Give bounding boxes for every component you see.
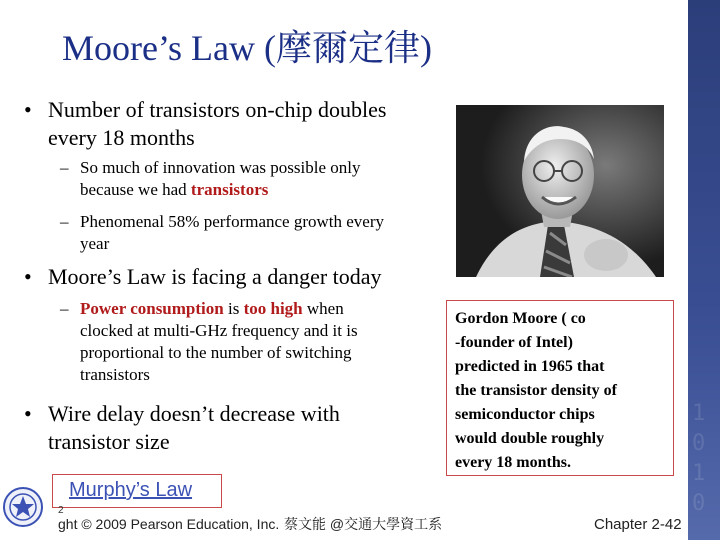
bullet-line: transistor size: [48, 429, 170, 454]
bullet-marker: •: [24, 97, 32, 122]
sub-bullet-line: So much of innovation was possible only: [80, 158, 361, 177]
caption-line: -founder of Intel): [455, 334, 573, 351]
footer-author: 蔡文能 @交通大學資工系: [284, 516, 443, 532]
dash-marker: –: [60, 212, 69, 231]
sub-bullet-power-consumption: [60, 298, 440, 388]
murphys-law-link-box[interactable]: [52, 474, 222, 508]
svg-text:1: 1: [692, 401, 706, 426]
caption-line: the transistor density of: [455, 382, 617, 399]
bullet-line: Moore’s Law is facing a danger today: [48, 264, 382, 289]
sub-bullet-text: when: [302, 299, 344, 318]
sub-bullet-performance-growth: [60, 211, 450, 255]
murphys-law-link[interactable]: Murphy’s Law: [69, 479, 193, 501]
dash-marker: –: [60, 158, 69, 177]
gordon-moore-photo: [456, 105, 664, 277]
highlight-too-high: too high: [243, 299, 303, 318]
caption-line: semiconductor chips: [455, 406, 595, 423]
sub-bullet-innovation: [60, 157, 450, 201]
bullet-moores-law-danger: [24, 263, 444, 291]
footer-chapter: Chapter 2-42: [594, 516, 682, 533]
caption-line: Gordon Moore ( co: [455, 310, 586, 327]
decorative-side-bar: [688, 0, 720, 540]
svg-text:0: 0: [692, 431, 706, 456]
sub-bullet-line: proportional to the number of switching: [80, 343, 352, 362]
bullet-line: Wire delay doesn’t decrease with: [48, 401, 340, 426]
dash-marker: –: [60, 299, 69, 318]
caption-line: predicted in 1965 that: [455, 358, 605, 375]
sub-bullet-line: because we had: [80, 180, 191, 199]
gordon-moore-caption: [446, 300, 674, 476]
page-number-fragment: 2: [58, 505, 64, 516]
sub-bullet-line: transistors: [80, 365, 150, 384]
sub-bullet-line: clocked at multi-GHz frequency and it is: [80, 321, 358, 340]
svg-text:1: 1: [692, 461, 706, 486]
bullet-transistors-doubling: [24, 96, 444, 152]
footer-copyright: ght © 2009 Pearson Education, Inc.: [58, 516, 280, 532]
caption-line: every 18 months.: [455, 454, 571, 471]
bullet-marker: •: [24, 264, 32, 289]
highlight-transistors: transistors: [190, 180, 269, 199]
sub-bullet-text: is: [223, 299, 244, 318]
bullet-wire-delay: [24, 400, 444, 456]
sub-bullet-line: Phenomenal 58% performance growth every: [80, 212, 384, 231]
sub-bullet-line: year: [80, 234, 110, 253]
bullet-marker: •: [24, 401, 32, 426]
bullet-line: Number of transistors on-chip doubles: [48, 97, 387, 122]
highlight-power-consumption: Power consumption: [80, 299, 224, 318]
caption-line: would double roughly: [455, 430, 605, 447]
university-seal-logo: [2, 486, 44, 528]
bullet-line: every 18 months: [48, 125, 195, 150]
slide-title: Moore’s Law (摩爾定律): [62, 28, 432, 68]
svg-text:0: 0: [692, 491, 706, 516]
